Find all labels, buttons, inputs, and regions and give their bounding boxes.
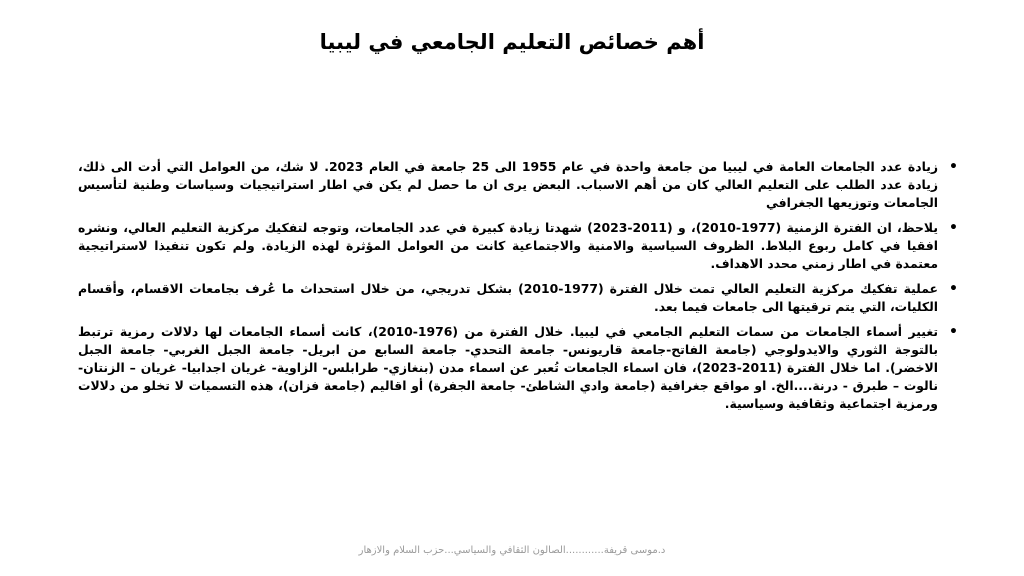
bullet-dot-icon: • — [949, 220, 958, 236]
bullet-text: يلاحظ، ان الفترة الزمنية (1977-2010)، و (2011-2023) شهدتا زيادة كبيرة في عدد الجامعات، وتوجه لتفكيك مركزية التعليم العالي، ونشره افقيا في كامل ربوع البلاط. الظروف السياسية والامنية والاجتماعية كانت من العوامل المؤثرة لهذه الزيادة. ولم تكون تنفيذا لاستراتيجية معتمدة في اطار زمني محدد الاهداف. — [78, 220, 938, 271]
bullet-text: زيادة عدد الجامعات العامة في ليبيا من جامعة واحدة في عام 1955 الى 25 جامعة في العام 2023. لا شك، من العوامل التي أدت الى ذلك، زيادة عدد الطلب على التعليم العالي كان من أهم الاسباب. البعض يرى ان ما حصل لم يكن في اطار استراتيجيات وسياسات وطنية لتأسيس الجامعات وتوزيعها الجغرافي — [78, 159, 939, 210]
bullet-item — [78, 219, 958, 273]
bullet-item — [78, 323, 958, 413]
bullet-item — [78, 158, 958, 212]
slide-title: أهم خصائص التعليم الجامعي في ليبيا — [319, 30, 705, 54]
bullet-text: عملية تفكيك مركزية التعليم العالي تمت خلال الفترة (1977-2010) بشكل تدريجي، من خلال استحداث ما عُرف بجامعات الاقسام، وأقسام الكليات، التي يتم ترقيتها الى جامعات فيما بعد. — [78, 281, 938, 314]
bullet-text: تغيير أسماء الجامعات من سمات التعليم الجامعي في ليبيا. خلال الفترة من (1976-2010)، كانت أسماء الجامعات لها دلالات رمزية ترتبط بالتوجة الثوري والايدولوجي (جامعة الفاتح-جامعة قاريونس- جامعة التحدي- جامعة السابع من ابريل- جامعة الجبل الغربي- جامعة الجبل الاخضر). اما خلال الفترة (2011-2023)، فان اسماء الجامعات تُعبر عن اسماء مدن (بنغازي- طرابلس- الزاوية- غريان اجدابيا- غريان – الزنتان- نالوت – طبرق - درنة....الخ. او مواقع جغرافية (جامعة وادي الشاطئ- جامعة الجفرة) أو اقاليم (جامعة فزان)، هذه التسميات لا تخلو من دلالات ورمزية اجتماعية وثقافية وسياسية. — [78, 324, 939, 411]
bullet-dot-icon: • — [949, 159, 958, 175]
slide-footer: د.موسى قريفة............الصالون الثقافي والسياسي...حزب السلام والازهار — [358, 545, 666, 556]
bullet-list — [78, 158, 958, 420]
bullet-dot-icon: • — [949, 324, 958, 340]
bullet-dot-icon: • — [949, 281, 958, 297]
bullet-item — [78, 280, 958, 316]
